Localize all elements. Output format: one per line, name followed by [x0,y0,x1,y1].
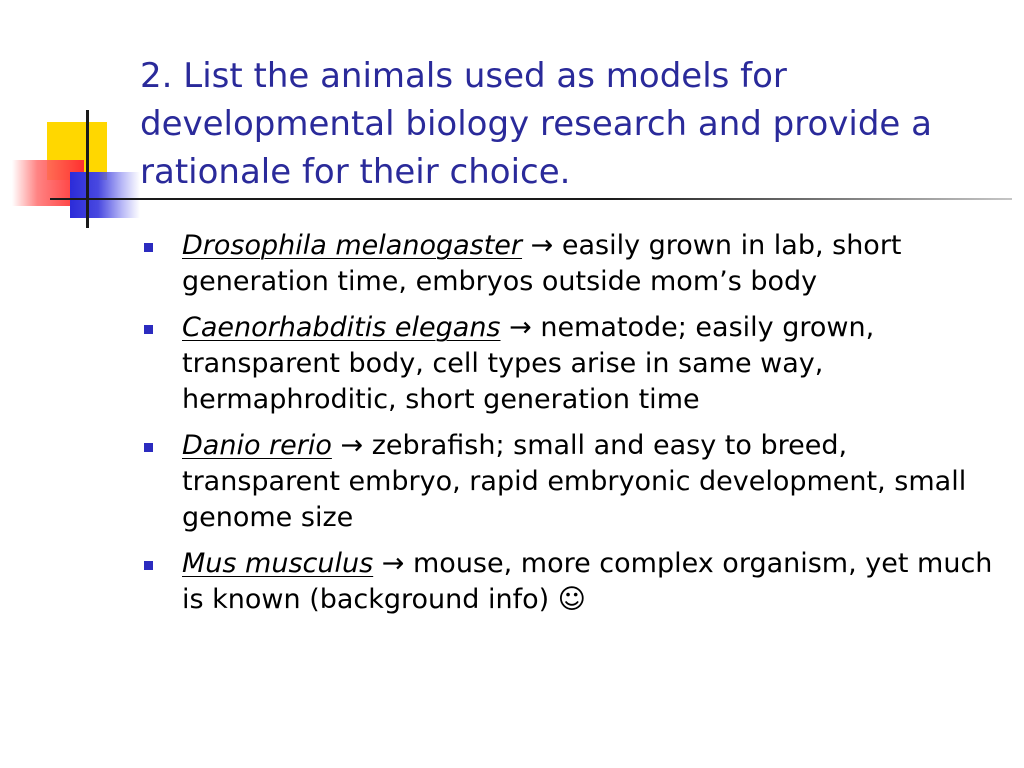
species-rationale: nematode; easily grown, transparent body, cell types arise in same way, hermaphroditic, short generation time [182,312,875,415]
bullet-square-icon [144,443,153,452]
bullet-square-icon [144,561,153,570]
slide-title: 2. List the animals used as models for developmental biology research and provide a rationale for their choice. [140,56,932,192]
list-item [140,310,1010,418]
title-divider [112,198,1012,200]
species-rationale: mouse, more complex organism, yet much is known (background info) [182,548,993,615]
species-rationale: zebrafish; small and easy to breed, transparent embryo, rapid embryonic development, small genome size [182,430,967,533]
smiley-icon: ☺ [557,584,586,615]
right-arrow-icon: → [381,548,405,579]
bullet-square-icon [144,325,153,334]
right-arrow-icon: → [530,230,554,261]
list-item [140,228,1010,300]
list-item [140,428,1010,536]
right-arrow-icon: → [340,430,364,461]
slide-logo-decoration [0,100,140,230]
bullet-square-icon [144,243,153,252]
species-name: Drosophila melanogaster [182,230,523,261]
species-name: Mus musculus [182,548,374,579]
logo-vertical-line [86,110,89,228]
species-name: Caenorhabditis elegans [182,312,501,343]
bullet-list [140,228,1010,628]
logo-blue-square [70,172,140,218]
species-name: Danio rerio [182,430,332,461]
right-arrow-icon: → [509,312,532,343]
species-rationale: easily grown in lab, short generation time, embryos outside mom’s body [182,230,902,297]
list-item [140,546,1010,618]
